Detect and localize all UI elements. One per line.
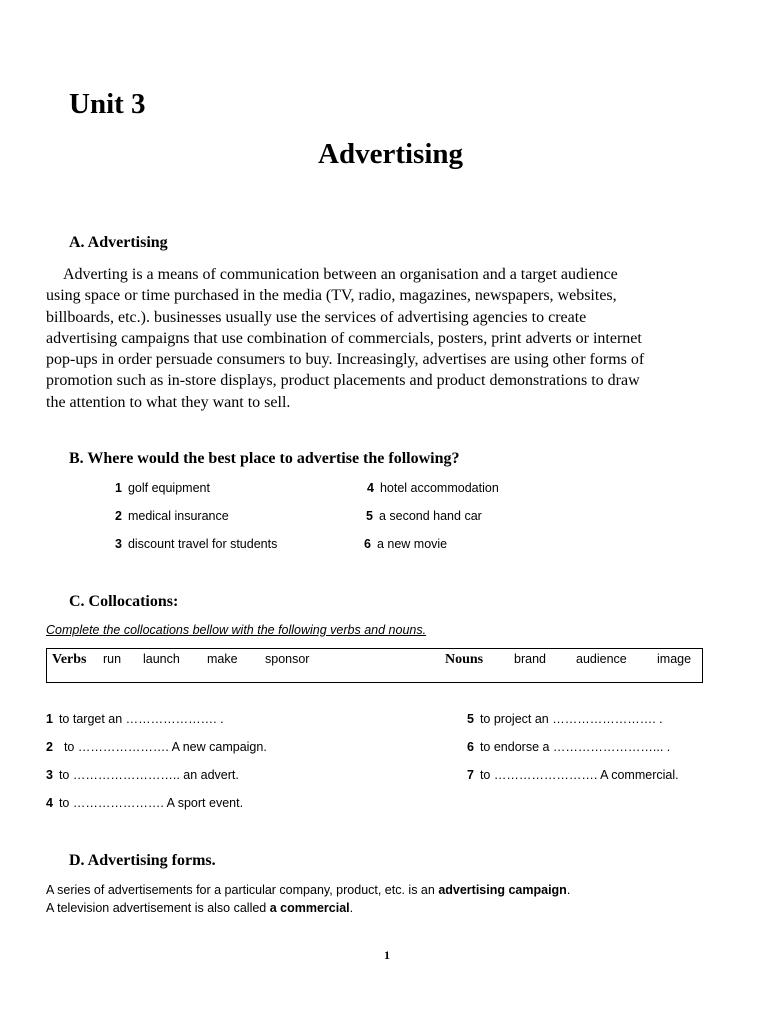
section-d-heading: D. Advertising forms. <box>69 852 216 869</box>
collocation-item: 5 to project an ……………………. . <box>467 712 663 726</box>
word-item: image <box>657 652 692 666</box>
word-item: make <box>207 652 238 666</box>
collocation-item: 6 to endorse a ……………………... . <box>467 740 671 754</box>
list-item: 4 hotel accommodation <box>367 481 499 495</box>
paragraph-line: promotion such as in-store displays, product placements and product demonstrations to draw <box>46 372 640 390</box>
page-title: Advertising <box>318 138 463 170</box>
word-item: run <box>103 652 122 666</box>
section-a-heading: A. Advertising <box>69 234 168 251</box>
collocation-item: 7 to ……………………. A commercial. <box>467 768 679 782</box>
verbs-label: Verbs <box>52 652 87 667</box>
list-item: 5 a second hand car <box>366 509 482 523</box>
paragraph-line: the attention to what they want to sell. <box>46 393 291 411</box>
unit-heading: Unit 3 <box>69 88 146 120</box>
paragraph-line: using space or time purchased in the media (TV, radio, magazines, newspapers, websites, <box>46 287 617 305</box>
list-item: 1 golf equipment <box>115 481 210 495</box>
nouns-label: Nouns <box>445 652 484 667</box>
paragraph-line: billboards, etc.). businesses usually use the services of advertising agencies to create <box>46 308 587 326</box>
section-a-paragraph <box>46 264 732 413</box>
word-box <box>46 648 703 683</box>
collocation-item: 2 to …………………. A new campaign. <box>46 740 267 754</box>
paragraph-line: advertising campaigns that use combination of commercials, posters, print adverts or internet <box>46 329 642 347</box>
definition-line: A television advertisement is also called a commercial. <box>46 901 354 915</box>
word-item: sponsor <box>265 652 310 666</box>
paragraph-line: pop-ups in order persuade consumers to buy. Increasingly, advertises are using other forms of <box>46 351 645 369</box>
section-b-heading: B. Where would the best place to advertise the following? <box>69 450 460 467</box>
word-item: brand <box>514 652 546 666</box>
collocation-item: 1 to target an …………………. . <box>46 712 224 726</box>
paragraph-line: Adverting is a means of communication between an organisation and a target audience <box>63 266 618 283</box>
page-number: 1 <box>384 948 390 962</box>
instruction-text: Complete the collocations bellow with the following verbs and nouns. <box>46 623 427 637</box>
list-item: 2 medical insurance <box>115 509 229 523</box>
section-c-heading: C. Collocations: <box>69 593 179 610</box>
collocation-item: 3 to …………………….. an advert. <box>46 768 239 782</box>
definition-line: A series of advertisements for a particular company, product, etc. is an advertising campaign. <box>46 883 571 897</box>
word-item: audience <box>576 652 627 666</box>
word-item: launch <box>143 652 180 666</box>
list-item: 3 discount travel for students <box>115 537 278 551</box>
list-item: 6 a new movie <box>364 537 448 551</box>
collocation-item: 4 to …………………. A sport event. <box>46 796 244 810</box>
